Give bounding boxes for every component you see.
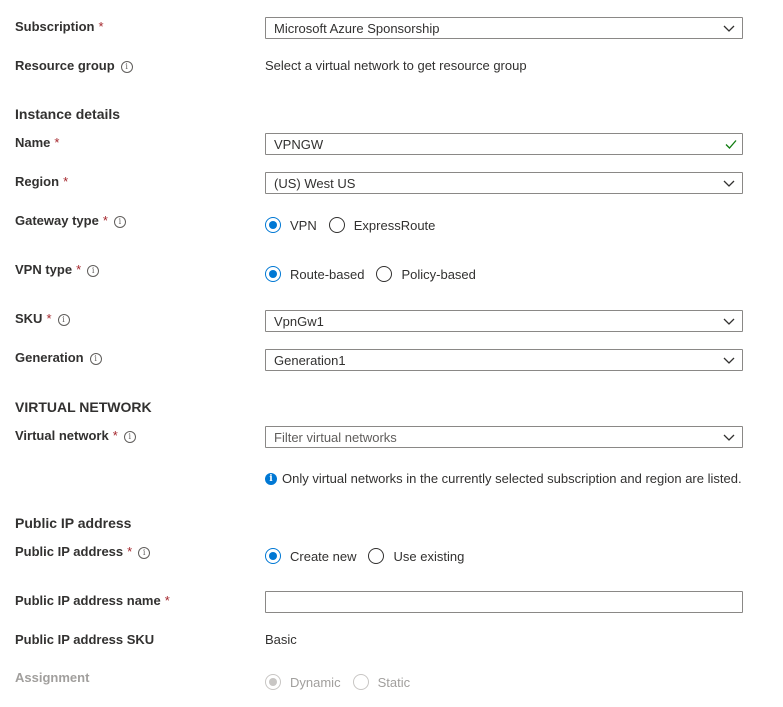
sku-dropdown[interactable] <box>265 310 743 332</box>
name-value: VPNGW <box>274 137 324 152</box>
public-ip-sku-value: Basic <box>265 632 297 647</box>
vpn-type-policy-based-radio[interactable]: Policy-based <box>376 266 475 282</box>
assignment-radio-group <box>265 672 422 692</box>
radio-button[interactable] <box>265 266 281 282</box>
subscription-value: Microsoft Azure Sponsorship <box>274 21 440 36</box>
generation-label: Generation i <box>15 350 102 365</box>
virtual-network-heading: VIRTUAL NETWORK <box>15 399 152 415</box>
subscription-dropdown[interactable] <box>265 17 743 39</box>
info-icon[interactable]: i <box>90 353 102 365</box>
public-ip-label: Public IP address * i <box>15 544 150 559</box>
vpn-type-radio-group <box>265 264 488 284</box>
radio-button <box>265 674 281 690</box>
required-marker: * <box>54 135 60 150</box>
instance-details-heading: Instance details <box>15 106 121 122</box>
radio-button[interactable] <box>265 217 281 233</box>
subscription-label: Subscription * <box>15 19 104 34</box>
virtual-network-dropdown[interactable] <box>265 426 743 448</box>
virtual-network-info-note <box>265 471 742 486</box>
radio-button[interactable] <box>329 217 345 233</box>
info-filled-icon: i <box>265 473 277 485</box>
info-icon[interactable]: i <box>124 431 136 443</box>
public-ip-heading: Public IP address <box>15 515 132 531</box>
generation-value: Generation1 <box>274 353 346 368</box>
gateway-type-label: Gateway type * i <box>15 213 126 228</box>
public-ip-name-input[interactable] <box>265 591 743 613</box>
assignment-static-radio: Static <box>353 674 411 690</box>
vpn-type-route-based-radio[interactable]: Route-based <box>265 266 364 282</box>
required-marker: * <box>164 593 170 608</box>
public-ip-name-label: Public IP address name * <box>15 593 170 608</box>
required-marker: * <box>76 262 82 277</box>
gateway-type-radio-group <box>265 215 447 235</box>
region-label: Region * <box>15 174 69 189</box>
resource-group-label: Resource group i <box>15 58 133 73</box>
sku-label: SKU * i <box>15 311 70 326</box>
name-label: Name * <box>15 135 60 150</box>
generation-dropdown[interactable] <box>265 349 743 371</box>
chevron-down-icon <box>723 316 735 326</box>
public-ip-use-existing-radio[interactable]: Use existing <box>368 548 464 564</box>
radio-button[interactable] <box>265 548 281 564</box>
vpn-type-label: VPN type * i <box>15 262 99 277</box>
resource-group-value: Select a virtual network to get resource group <box>265 58 527 73</box>
radio-button[interactable] <box>368 548 384 564</box>
gateway-type-expressroute-radio[interactable]: ExpressRoute <box>329 217 436 233</box>
checkmark-icon <box>725 138 737 150</box>
required-marker: * <box>98 19 104 34</box>
gateway-type-vpn-radio[interactable]: VPN <box>265 217 317 233</box>
info-icon[interactable]: i <box>58 314 70 326</box>
name-input[interactable] <box>265 133 743 155</box>
virtual-network-note-text: Only virtual networks in the currently selected subscription and region are listed. <box>282 471 742 486</box>
public-ip-radio-group <box>265 546 476 566</box>
required-marker: * <box>127 544 133 559</box>
assignment-dynamic-radio: Dynamic <box>265 674 341 690</box>
region-dropdown[interactable] <box>265 172 743 194</box>
region-value: (US) West US <box>274 176 356 191</box>
radio-button[interactable] <box>376 266 392 282</box>
chevron-down-icon <box>723 355 735 365</box>
required-marker: * <box>112 428 118 443</box>
radio-button <box>353 674 369 690</box>
public-ip-create-new-radio[interactable]: Create new <box>265 548 356 564</box>
required-marker: * <box>63 174 69 189</box>
required-marker: * <box>102 213 108 228</box>
chevron-down-icon <box>723 432 735 442</box>
chevron-down-icon <box>723 23 735 33</box>
virtual-network-placeholder: Filter virtual networks <box>274 430 397 445</box>
info-icon[interactable]: i <box>87 265 99 277</box>
sku-value: VpnGw1 <box>274 314 324 329</box>
required-marker: * <box>46 311 52 326</box>
assignment-label: Assignment <box>15 670 90 685</box>
info-icon[interactable]: i <box>114 216 126 228</box>
virtual-network-label: Virtual network * i <box>15 428 136 443</box>
public-ip-sku-label: Public IP address SKU <box>15 632 155 647</box>
info-icon[interactable]: i <box>138 547 150 559</box>
info-icon[interactable]: i <box>121 61 133 73</box>
chevron-down-icon <box>723 178 735 188</box>
